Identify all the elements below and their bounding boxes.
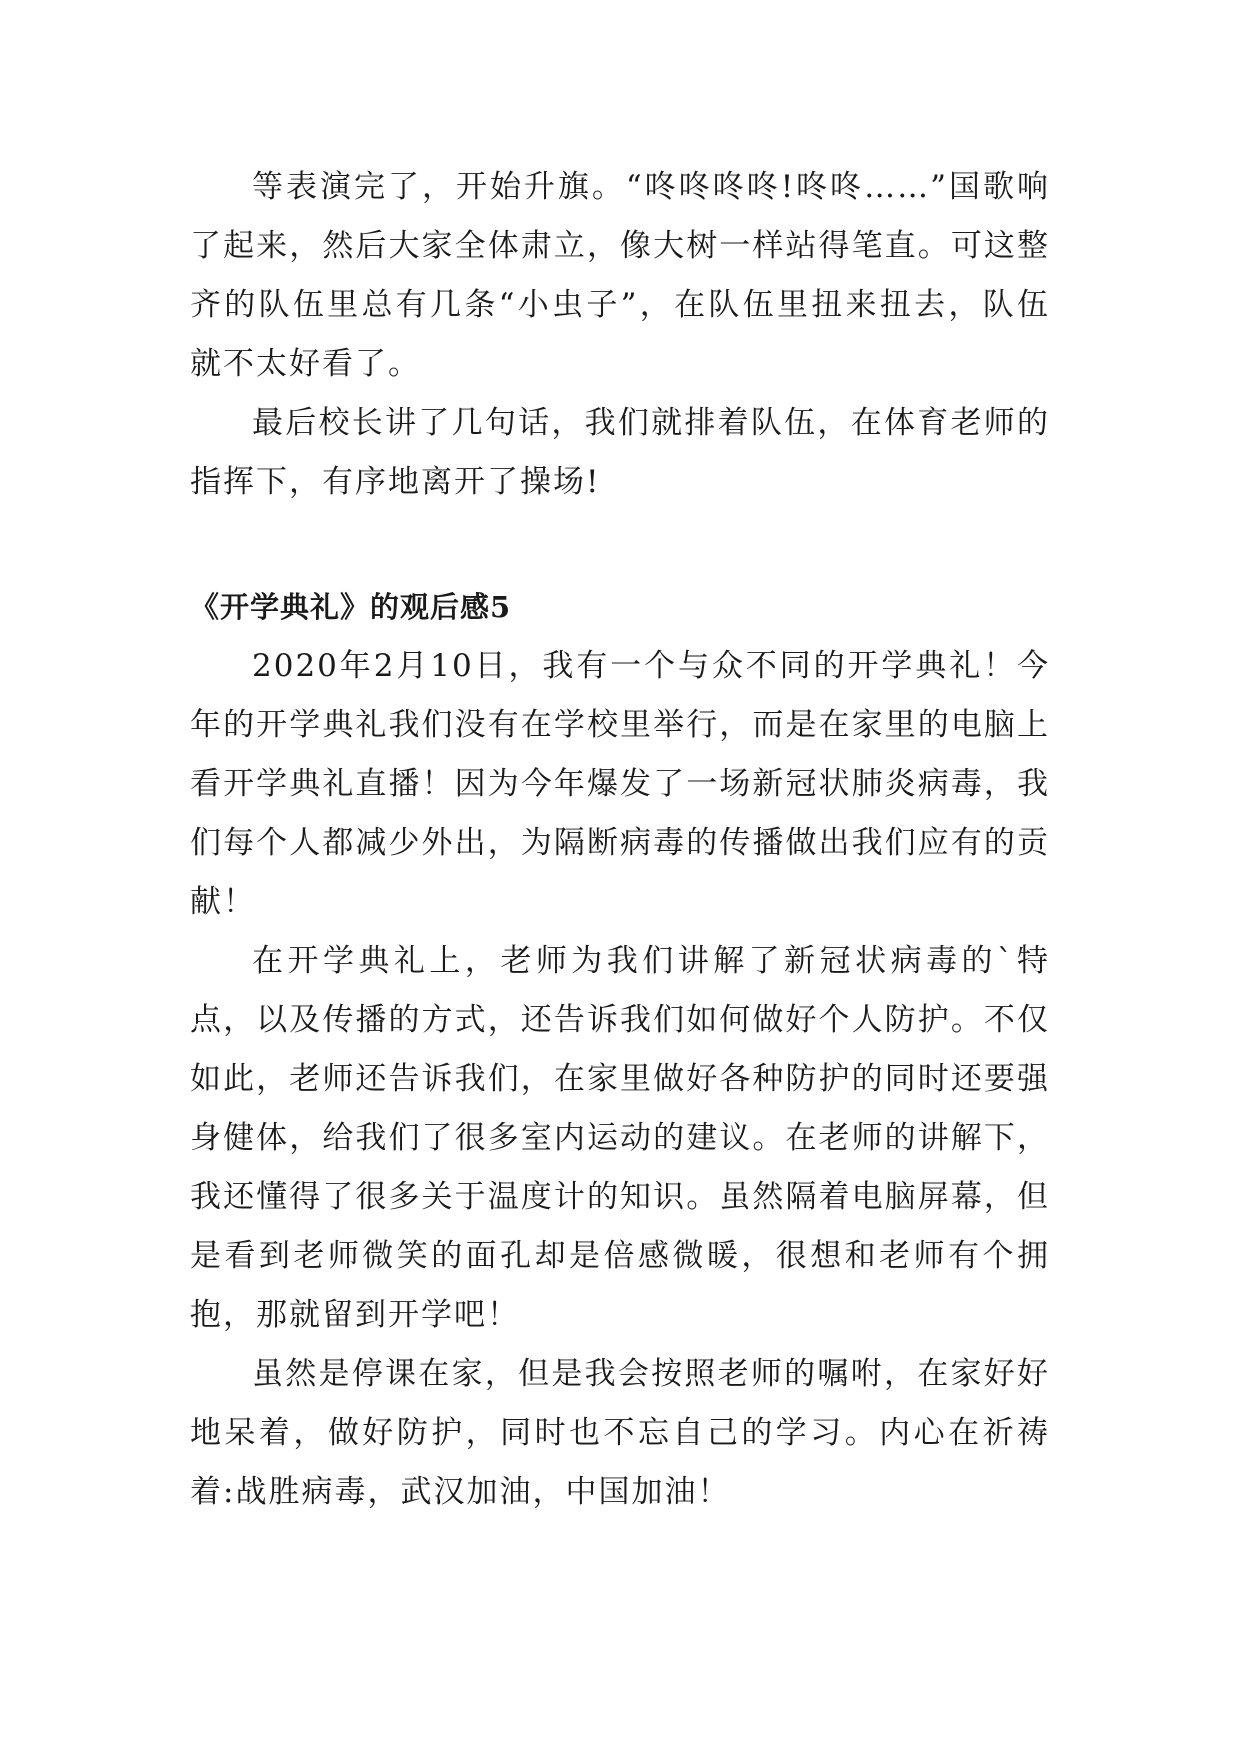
paragraph-teacher-lesson: 在开学典礼上，老师为我们讲解了新冠状病毒的`特点，以及传播的方式，还告诉我们如何做好个人防护。不仅如此，老师还告诉我们，在家里做好各种防护的同时还要强身健体，给我们了很多室内运动的建议。在老师的讲解下，我还懂得了很多关于温度计的知识。虽然隔着电脑屏幕，但是看到老师微笑的面孔却是倍感微暖，很想和老师有个拥抱，那就留到开学吧！ — [190, 943, 1050, 1333]
paragraph-flag-raising: 等表演完了，开始升旗。“咚咚咚咚!咚咚……”国歌响了起来，然后大家全体肃立，像大树一样站得笔直。可这整齐的队伍里总有几条“小虫子”，在队伍里扭来扭去，队伍就不太好看了。 — [190, 169, 1050, 382]
paragraph-principal-speech: 最后校长讲了几句话，我们就排着队伍，在体育老师的指挥下，有序地离开了操场! — [190, 405, 1050, 500]
section-spacer — [190, 512, 1050, 578]
paragraph-stay-home: 虽然是停课在家，但是我会按照老师的嘱咐，在家好好地呆着，做好防护，同时也不忘自己的学习。内心在祈祷着:战胜病毒，武汉加油，中国加油！ — [190, 1356, 1050, 1510]
section-title: 《开学典礼》的观后感5 — [190, 590, 512, 624]
document-page — [190, 158, 1050, 1522]
paragraph-online-ceremony: 2020年2月10日，我有一个与众不同的开学典礼！今年的开学典礼我们没有在学校里举行，而是在家里的电脑上看开学典礼直播！因为今年爆发了一场新冠状肺炎病毒，我们每个人都减少外出，为隔断病毒的传播做出我们应有的贡献！ — [190, 648, 1050, 920]
